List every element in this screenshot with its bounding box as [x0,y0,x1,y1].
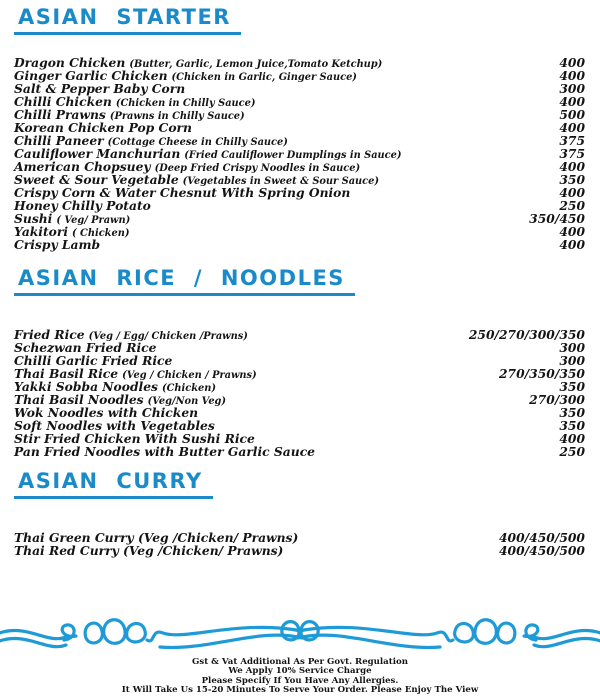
item-name: Chilli Paneer [14,133,104,149]
section-title: ASIAN CURRY [14,470,213,499]
item-description: ( Veg/ Prawn) [56,215,131,227]
item-label [14,185,350,199]
footer-note-line: It Will Take Us 15-20 Minutes To Serve Your Order. Please Enjoy The View [121,685,479,696]
menu-item-row [14,172,585,188]
item-name: Stir Fried Chicken With Sushi Rice [14,431,255,447]
item-name: Sweet & Sour Vegetable [14,172,179,188]
menu-list [14,327,585,460]
item-price: 400 [559,224,585,240]
menu-item-row [14,68,585,84]
menu-item-row [14,185,585,201]
item-name: Chilli Chicken [14,94,112,110]
item-price: 300 [559,353,585,369]
footer-note-line: Gst & Vat Additional As Per Govt. Regulation [192,656,408,667]
footer-note-line: We Apply 10% Service Charge [228,666,372,677]
menu-item-row [14,107,585,123]
item-name: Thai Green Curry (Veg /Chicken/ Prawns) [14,530,299,546]
item-name: Thai Red Curry (Veg /Chicken/ Prawns) [14,543,284,559]
item-name: Fried Rice [14,327,85,343]
item-label [14,81,185,95]
item-name: Chilli Garlic Fried Rice [14,353,173,369]
item-label [14,120,192,134]
item-description: (Butter, Garlic, Lemon Juice,Tomato Ketchup) [129,59,383,71]
menu-item-row [14,55,585,71]
item-price: 400 [559,55,585,71]
item-label [14,198,151,212]
item-name: Crispy Corn & Water Chesnut With Spring Onion [14,185,351,201]
item-price: 375 [559,133,585,149]
item-name: Yakki Sobba Noodles [14,379,158,395]
menu-item-row [14,224,585,240]
item-name: Sushi [14,211,53,227]
menu-item-row [14,379,585,395]
item-name: Thai Basil Noodles [14,392,144,408]
menu-item-row [14,133,585,149]
menu-item-row [14,543,585,559]
item-name: Cauliflower Manchurian [14,146,181,162]
menu-footer [0,611,600,700]
item-name: Korean Chicken Pop Corn [14,120,192,136]
item-price: 250 [559,198,585,214]
item-price: 400 [559,68,585,84]
item-name: Pan Fried Noodles with Butter Garlic Sauce [14,444,316,460]
item-description: (Veg/Non Veg) [147,396,227,408]
menu-section [14,250,585,460]
item-description: (Chicken in Garlic, Ginger Sauce) [171,72,357,84]
menu-page [14,5,585,559]
menu-item-row [14,327,585,343]
flourish-divider-icon [0,611,600,657]
item-description: (Deep Fried Crispy Noodles in Sauce) [154,163,361,175]
menu-list [14,55,585,253]
menu-item-row [14,211,585,227]
item-description: (Veg / Egg/ Chicken /Prawns) [88,331,248,343]
item-price: 400 [559,431,585,447]
item-label [14,418,215,432]
item-name: Salt & Pepper Baby Corn [14,81,186,97]
section-title: ASIAN STARTER [14,6,241,35]
item-description: (Prawns in Chilly Sauce) [109,111,245,123]
item-name: Chilli Prawns [14,107,106,123]
item-price: 250/270/300/350 [468,327,585,343]
menu-item-row [14,340,585,356]
item-price: 350 [559,418,585,434]
item-price: 400/450/500 [499,543,585,559]
item-price: 250 [559,444,585,460]
item-price: 350 [559,405,585,421]
item-price: 400 [559,185,585,201]
menu-section [14,457,585,559]
item-name: Soft Noodles with Vegetables [14,418,215,434]
item-name: Ginger Garlic Chicken [14,68,168,84]
item-name: Schezwan Fried Rice [14,340,157,356]
item-price: 400 [559,237,585,253]
item-price: 400 [559,120,585,136]
item-price: 350/450 [529,211,585,227]
item-price: 400/450/500 [499,530,585,546]
item-price: 270/350/350 [499,366,585,382]
item-label [14,431,255,445]
item-description: (Chicken in Chilly Sauce) [115,98,256,110]
item-price: 270/300 [529,392,585,408]
item-description: (Vegetables in Sweet & Sour Sauce) [182,176,380,188]
item-name: Dragon Chicken [14,55,126,71]
menu-item-row [14,392,585,408]
menu-item-row [14,146,585,162]
item-label [14,237,100,251]
item-price: 400 [559,159,585,175]
footer-note-line: Please Specify If You Have Any Allergies. [201,675,399,686]
item-description: ( Chicken) [72,228,130,240]
menu-item-row [14,530,585,546]
item-price: 350 [559,379,585,395]
item-price: 350 [559,172,585,188]
item-price: 375 [559,146,585,162]
item-name: Thai Basil Rice [14,366,119,382]
item-label [14,543,283,557]
item-name: Wok Noodles with Chicken [14,405,199,421]
item-name: Honey Chilly Potato [14,198,151,214]
section-title: ASIAN RICE / NOODLES [14,267,355,296]
menu-item-row [14,444,585,460]
menu-item-row [14,120,585,136]
item-description: (Chicken) [161,383,217,395]
menu-item-row [14,366,585,382]
item-price: 500 [559,107,585,123]
item-name: Yakitori [14,224,69,240]
item-label [14,353,172,367]
item-price: 300 [559,340,585,356]
menu-item-row [14,94,585,110]
item-name: Crispy Lamb [14,237,101,253]
item-price: 300 [559,81,585,97]
item-description: (Cottage Cheese in Chilly Sauce) [107,137,288,149]
menu-item-row [14,237,585,253]
menu-item-row [14,405,585,421]
item-label [14,340,156,354]
menu-item-row [14,353,585,369]
item-label [14,405,198,419]
item-label [14,444,315,458]
item-description: (Fried Cauliflower Dumplings in Sauce) [184,150,402,162]
item-description: (Veg / Chicken / Prawns) [122,370,257,382]
item-label [14,530,298,544]
menu-section [14,5,585,253]
menu-item-row [14,431,585,447]
item-name: American Chopsuey [14,159,151,175]
menu-item-row [14,159,585,175]
item-price: 400 [559,94,585,110]
menu-list [14,530,585,559]
menu-item-row [14,418,585,434]
